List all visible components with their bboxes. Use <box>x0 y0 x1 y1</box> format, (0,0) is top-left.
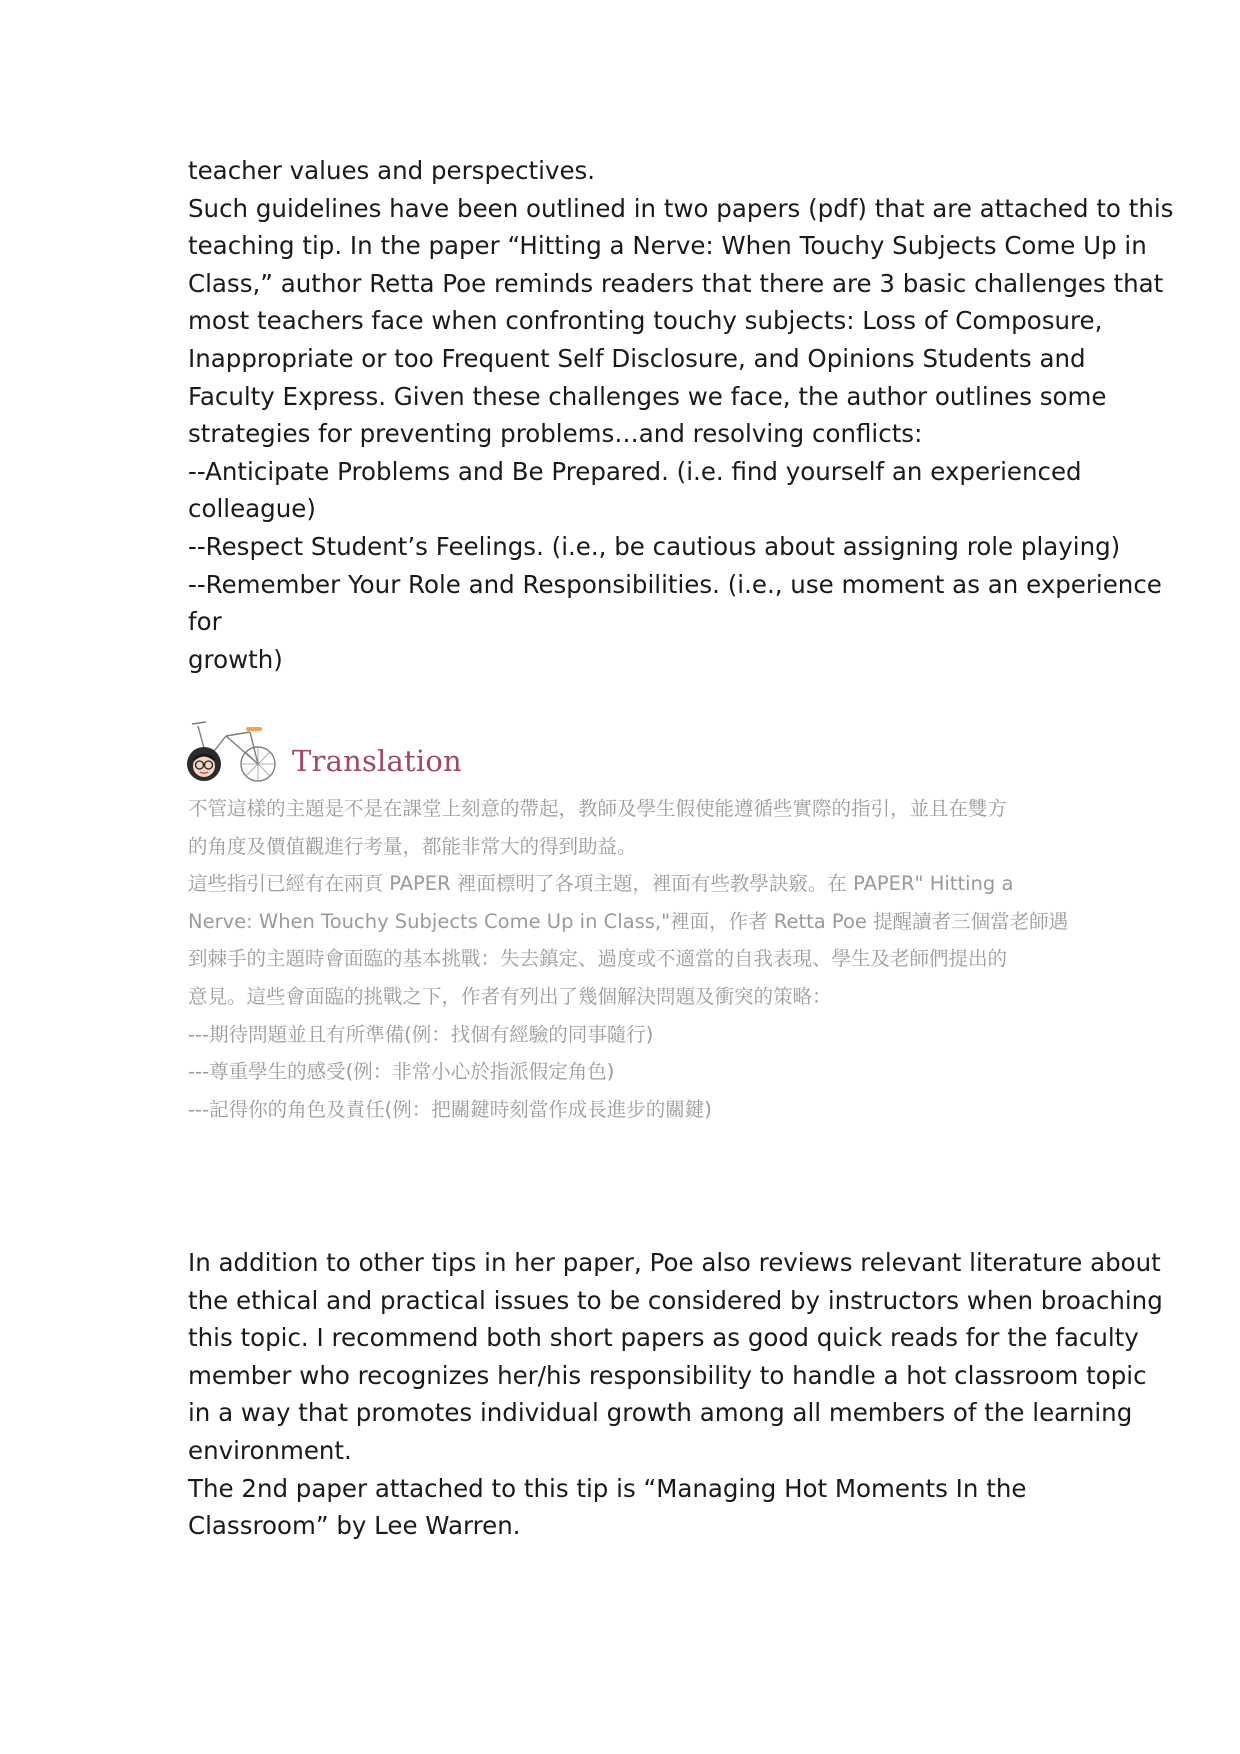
translation-section <box>188 790 1068 1128</box>
intro-line: Faculty Express. Given these challenges we face, the author outlines some <box>188 381 1107 411</box>
intro-section <box>188 152 1174 678</box>
closing-line: Classroom” by Lee Warren. <box>188 1511 521 1541</box>
translation-line: ---記得你的角色及責任(例：把關鍵時刻當作成長進步的關鍵) <box>188 1097 712 1121</box>
intro-line: --Anticipate Problems and Be Prepared. (i.e. find yourself an experienced <box>188 456 1082 486</box>
translation-line: 到棘手的主題時會面臨的基本挑戰：失去鎮定、過度或不適當的自我表現、學生及老師們提出的 <box>188 947 1008 971</box>
intro-line: Such guidelines have been outlined in two papers (pdf) that are attached to this <box>188 193 1174 223</box>
closing-line: In addition to other tips in her paper, Poe also reviews relevant literature about <box>188 1248 1161 1277</box>
closing-section <box>188 1244 1163 1545</box>
intro-line: --Remember Your Role and Responsibilities. (i.e., use moment as an experience <box>188 569 1162 599</box>
closing-line: member who recognizes her/his responsibility to handle a hot classroom topic <box>188 1360 1147 1390</box>
translation-line: Nerve: When Touchy Subjects Come Up in Class,"裡面，作者 Retta Poe 提醒讀者三個當老師遇 <box>188 909 1069 933</box>
intro-line: growth) <box>188 644 283 674</box>
intro-line: for <box>188 607 222 637</box>
translation-line: ---期待問題並且有所準備(例：找個有經驗的同事隨行) <box>188 1022 654 1046</box>
intro-line: most teachers face when confronting touchy subjects: Loss of Composure, <box>188 306 1103 336</box>
closing-line: environment. <box>188 1435 352 1465</box>
intro-line: teacher values and perspectives. <box>188 156 596 185</box>
intro-line: teaching tip. In the paper “Hitting a Nerve: When Touchy Subjects Come Up in <box>188 231 1147 261</box>
intro-line: colleague) <box>188 494 316 524</box>
closing-line: this topic. I recommend both short papers as good quick reads for the faculty <box>188 1323 1139 1353</box>
intro-line: Class,” author Retta Poe reminds readers that there are 3 basic challenges that <box>188 268 1164 298</box>
translation-heading: Translation <box>292 744 462 778</box>
translation-line: 不管這樣的主題是不是在課堂上刻意的帶起，教師及學生假使能遵循些實際的指引，並且在雙方 <box>188 797 1008 820</box>
intro-line: strategies for preventing problems…and resolving conflicts: <box>188 419 923 449</box>
translation-line: 這些指引已經有在兩頁 PAPER 裡面標明了各項主題，裡面有些教學訣竅。在 PAPER" Hitting a <box>188 872 1014 896</box>
translation-line: 意見。這些會面臨的挑戰之下，作者有列出了幾個解決問題及衝突的策略： <box>188 984 832 1008</box>
intro-line: --Respect Student’s Feelings. (i.e., be cautious about assigning role playing) <box>188 531 1121 561</box>
closing-line: the ethical and practical issues to be considered by instructors when broaching <box>188 1285 1163 1315</box>
translation-line: ---尊重學生的感受(例：非常小心於指派假定角色) <box>188 1060 615 1084</box>
closing-line: in a way that promotes individual growth among all members of the learning <box>188 1398 1133 1428</box>
intro-line: Inappropriate or too Frequent Self Disclosure, and Opinions Students and <box>188 343 1086 373</box>
translation-line: 的角度及價值觀進行考量，都能非常大的得到助益。 <box>188 834 637 858</box>
bicycle-avatar-icon <box>186 708 296 786</box>
closing-line: The 2nd paper attached to this tip is “Managing Hot Moments In the <box>188 1473 1027 1503</box>
